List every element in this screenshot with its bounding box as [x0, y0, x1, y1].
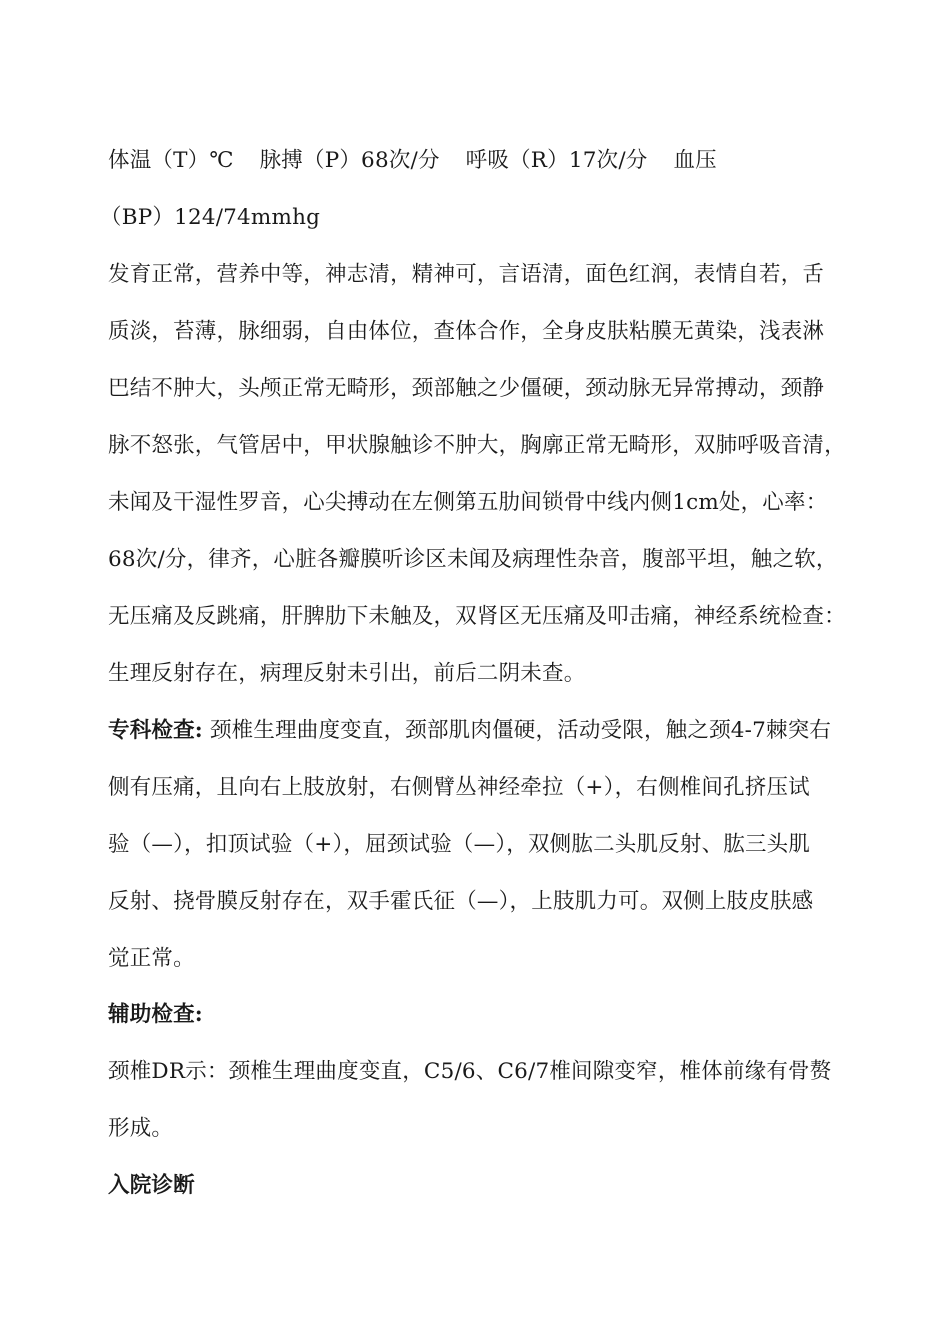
- specialty-exam-line: 反射、挠骨膜反射存在，双手霍氏征（—），上肢肌力可。双侧上肢皮肤感: [108, 889, 814, 914]
- auxiliary-exam-line: 颈椎DR示：颈椎生理曲度变直，C5/6、C6/7椎间隙变窄，椎体前缘有骨赘: [108, 1059, 832, 1084]
- specialty-exam-heading: 专科检查:: [108, 718, 203, 743]
- general-exam-line: 无压痛及反跳痛，肝脾肋下未触及，双肾区无压痛及叩击痛，神经系统检查：: [108, 604, 846, 629]
- general-exam-line: 质淡，苔薄，脉细弱，自由体位，查体合作，全身皮肤粘膜无黄染，浅表淋: [108, 319, 825, 344]
- general-exam-line: 脉不怒张，气管居中，甲状腺触诊不肿大，胸廓正常无畸形，双肺呼吸音清，: [108, 433, 846, 458]
- vitals-line: [108, 146, 848, 176]
- specialty-exam-first-line: [108, 716, 848, 746]
- respiration-text: 呼吸（R）17次/分: [465, 148, 648, 173]
- specialty-exam-text: 颈椎生理曲度变直，颈部肌肉僵硬，活动受限，触之颈4-7棘突右: [202, 718, 832, 743]
- specialty-exam-line: 觉正常。: [108, 946, 195, 971]
- blood-pressure-value: （BP）124/74mmhg: [100, 205, 321, 230]
- admission-diagnosis-heading: 入院诊断: [108, 1173, 195, 1198]
- general-exam-line: 未闻及干湿性罗音，心尖搏动在左侧第五肋间锁骨中线内侧1cm处，心率：: [108, 490, 828, 515]
- pulse-text: 脉搏（P）68次/分: [259, 148, 440, 173]
- general-exam-line: 生理反射存在，病理反射未引出，前后二阴未查。: [108, 661, 586, 686]
- specialty-exam-line: 验（—），扣顶试验（+），屈颈试验（—），双侧肱二头肌反射、肱三头肌: [108, 832, 811, 857]
- general-exam-line: 68次/分，律齐，心脏各瓣膜听诊区未闻及病理性杂音，腹部平坦，触之软，: [108, 547, 838, 572]
- temperature-text: 体温（T）℃: [108, 148, 234, 173]
- auxiliary-exam-line: 形成。: [108, 1116, 174, 1141]
- blood-pressure-label: 血压: [673, 148, 717, 173]
- auxiliary-exam-heading: 辅助检查:: [108, 1002, 203, 1027]
- general-exam-line: 巴结不肿大，头颅正常无畸形，颈部触之少僵硬，颈动脉无异常搏动，颈静: [108, 376, 825, 401]
- specialty-exam-line: 侧有压痛，且向右上肢放射，右侧臂丛神经牵拉（+），右侧椎间孔挤压试: [108, 775, 810, 800]
- general-exam-line: 发育正常，营养中等，神志清，精神可，言语清，面色红润，表情自若，舌: [108, 262, 825, 287]
